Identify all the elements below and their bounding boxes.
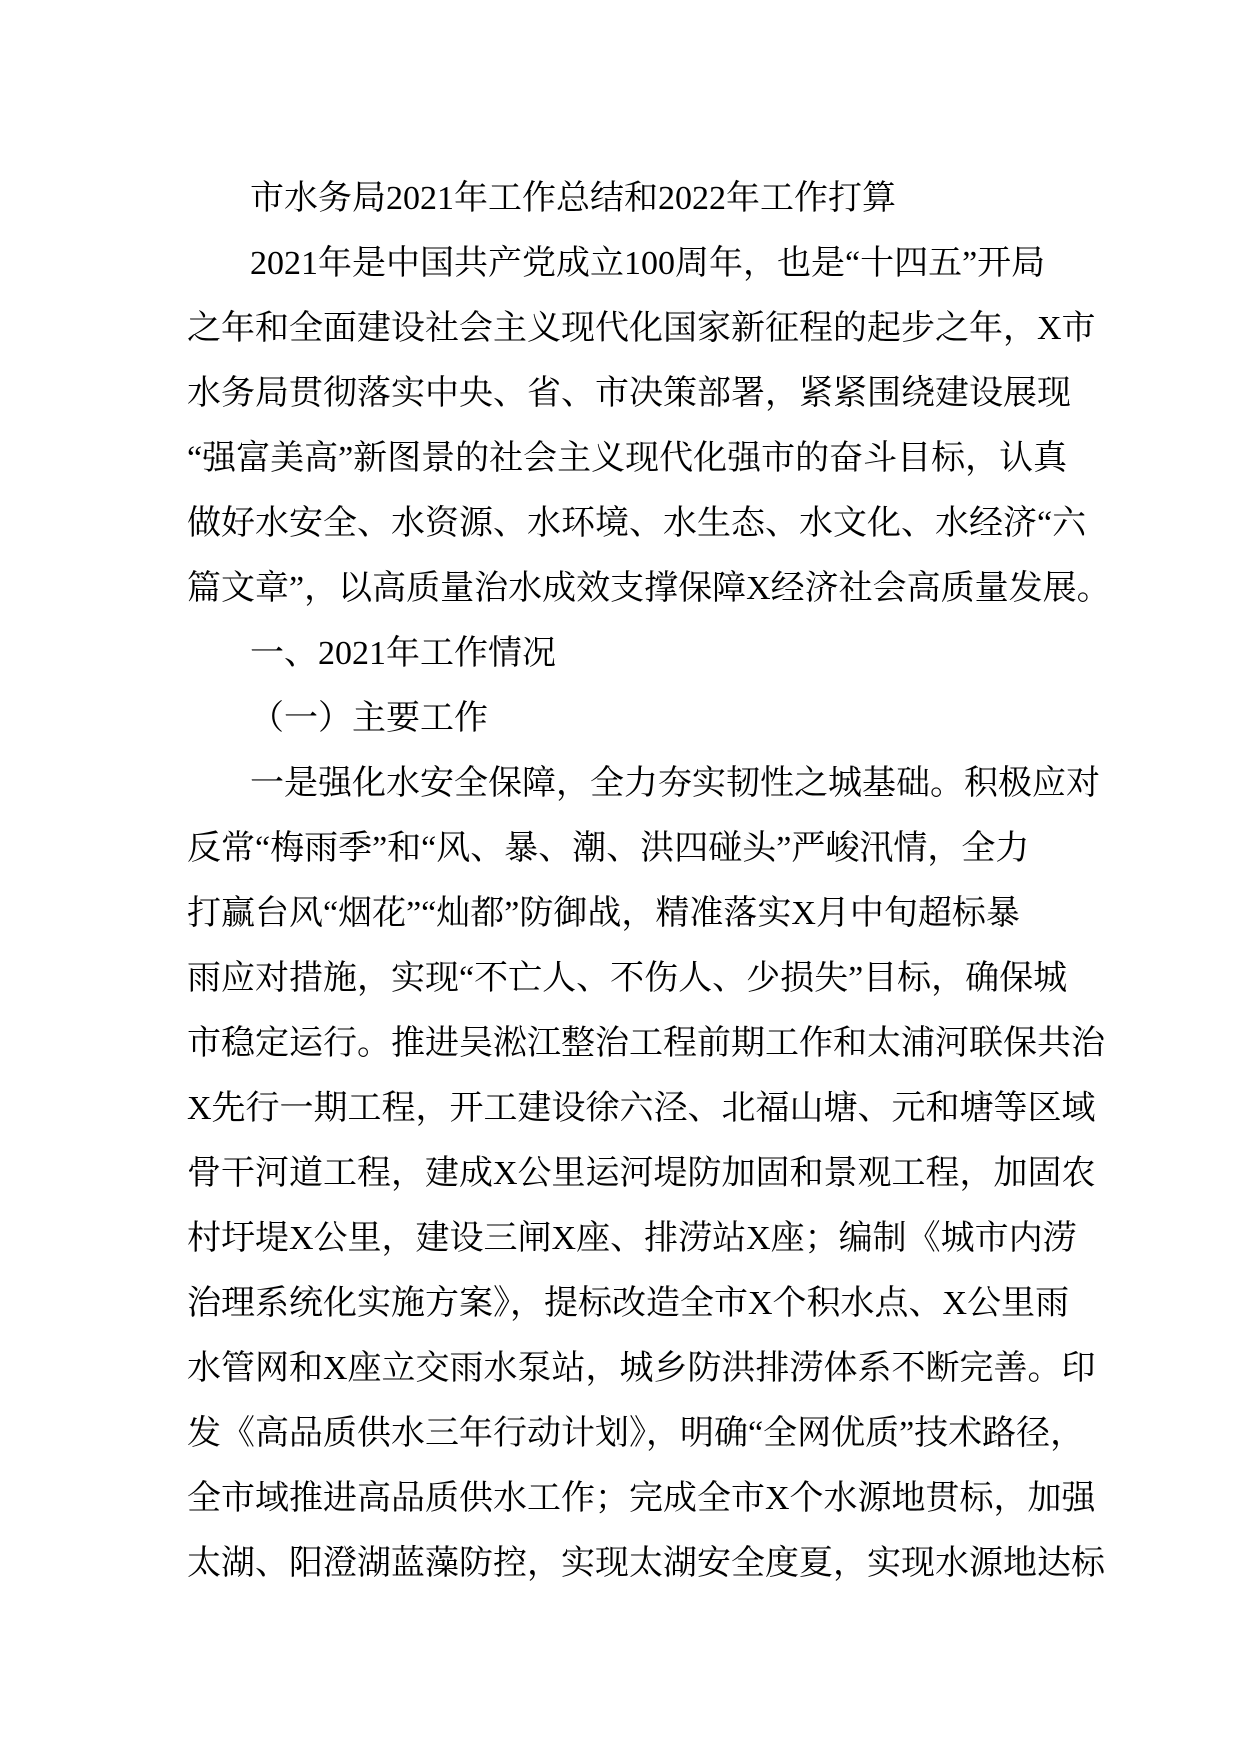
body-line-5: 市稳定运行。推进吴淞江整治工程前期工作和太浦河联保共治 [187,1025,1105,1062]
body-line-8: 村圩堤X公里，建设三闸X座、排涝站X座；编制《城市内涝 [187,1220,1077,1257]
body-line-1: 一是强化水安全保障，全力夯实韧性之城基础。积极应对 [250,765,1100,802]
body-line-6: X先行一期工程，开工建设徐六泾、北福山塘、元和塘等区域 [187,1090,1096,1127]
intro-line-3: 水务局贯彻落实中央、省、市决策部署，紧紧围绕建设展现 [187,375,1071,412]
body-line-11: 发《高品质供水三年行动计划》，明确“全网优质”技术路径， [187,1415,1085,1452]
intro-line-5: 做好水安全、水资源、水环境、水生态、水文化、水经济“六 [187,505,1087,542]
body-line-9: 治理系统化实施方案》，提标改造全市X个积水点、X公里雨 [187,1285,1070,1322]
intro-line-4: “强富美高”新图景的社会主义现代化强市的奋斗目标，认真 [187,440,1068,477]
body-line-13: 太湖、阳澄湖蓝藻防控，实现太湖安全度夏，实现水源地达标 [187,1545,1105,1582]
intro-line-1: 2021年是中国共产党成立100周年，也是“十四五”开局 [250,245,1046,282]
body-line-3: 打赢台风“烟花”“灿都”防御战，精准落实X月中旬超标暴 [187,895,1020,932]
subsection-heading: （一）主要工作 [250,700,488,737]
body-line-7: 骨干河道工程，建成X公里运河堤防加固和景观工程，加固农 [187,1155,1096,1192]
document-body [187,166,1111,1596]
body-line-12: 全市域推进高品质供水工作；完成全市X个水源地贯标，加强 [187,1480,1096,1517]
intro-line-2: 之年和全面建设社会主义现代化国家新征程的起步之年，X市 [187,310,1096,347]
body-line-4: 雨应对措施，实现“不亡人、不伤人、少损失”目标，确保城 [187,960,1068,997]
intro-line-6: 篇文章”，以高质量治水成效支撑保障X经济社会高质量发展。 [187,570,1111,607]
body-line-2: 反常“梅雨季”和“风、暴、潮、洪四碰头”严峻汛情，全力 [187,830,1030,867]
document-title: 市水务局2021年工作总结和2022年工作打算 [250,180,896,217]
section-heading: 一、2021年工作情况 [250,635,556,672]
body-line-10: 水管网和X座立交雨水泵站，城乡防洪排涝体系不断完善。印 [187,1350,1096,1387]
